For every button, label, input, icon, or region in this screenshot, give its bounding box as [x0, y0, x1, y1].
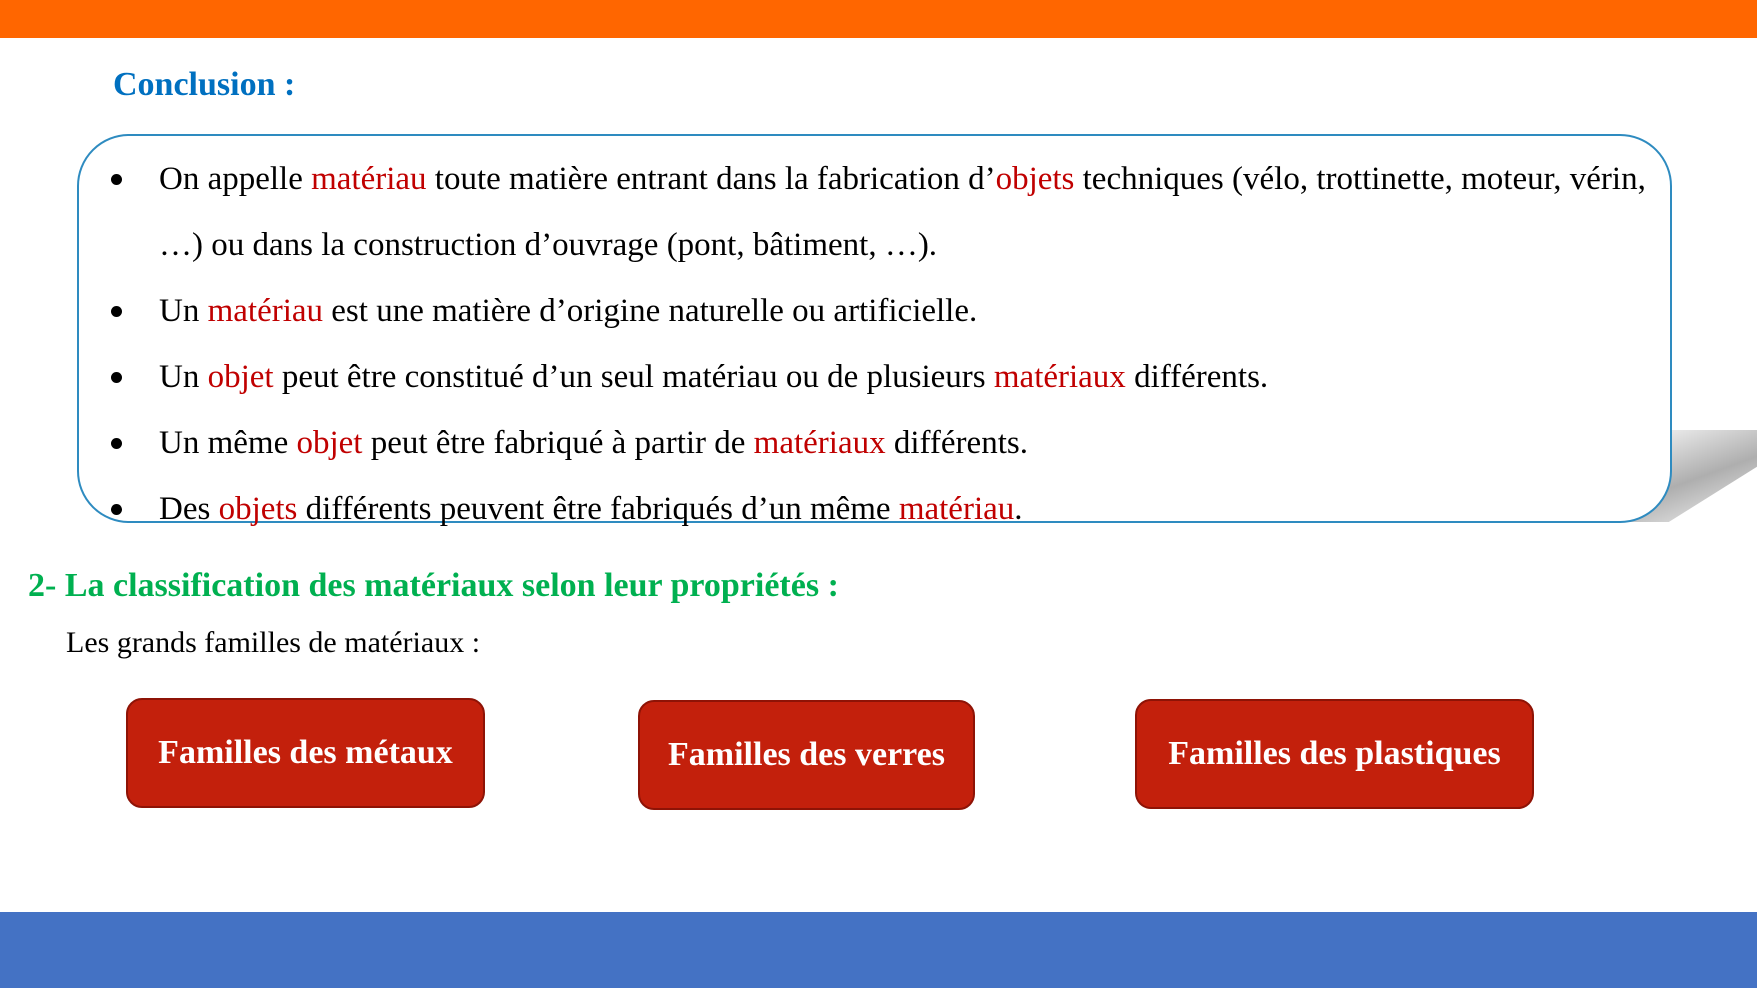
bottom-color-bar	[0, 912, 1757, 988]
conclusion-bullet	[105, 410, 1665, 476]
section-title: 2- La classification des matériaux selon leur propriétés :	[28, 567, 839, 604]
bullet-text: différents.	[1125, 359, 1269, 395]
bullet-text: On appelle	[159, 161, 312, 197]
highlighted-term: matériau	[207, 293, 324, 329]
conclusion-title: Conclusion :	[113, 66, 296, 103]
bullet-text: Un	[159, 359, 208, 395]
top-color-bar	[0, 0, 1757, 38]
bullet-text: peut être constitué d’un seul matériau ou de plusieurs	[273, 359, 994, 395]
bullet-dot-icon	[111, 174, 122, 185]
bullet-text: Un	[159, 293, 208, 329]
conclusion-bullet	[105, 476, 1665, 542]
bullet-text: Des	[159, 491, 219, 527]
conclusion-bullet	[105, 146, 1665, 278]
family-metaux-button[interactable]: Familles des métaux	[126, 698, 485, 808]
bullet-text: .	[1014, 491, 1023, 527]
conclusion-bullet	[105, 278, 1665, 344]
bullet-dot-icon	[111, 372, 122, 383]
conclusion-bullet-list	[105, 146, 1665, 542]
bullet-text: Un même	[159, 425, 297, 461]
section-subtitle: Les grands familles de matériaux :	[66, 626, 481, 659]
conclusion-bullet	[105, 344, 1665, 410]
family-verres-button[interactable]: Familles des verres	[638, 700, 975, 810]
highlighted-term: objets	[218, 491, 298, 527]
highlighted-term: objet	[207, 359, 274, 395]
bullet-text: techniques (vélo, trottinette, moteur, vérin, …) ou dans la construction d’ouvrage (pont, bâtiment, …).	[159, 161, 1646, 263]
bullet-text: différents.	[885, 425, 1028, 461]
bullet-dot-icon	[111, 306, 122, 317]
highlighted-term: objet	[296, 425, 363, 461]
bullet-text: est une matière d’origine naturelle ou artificielle.	[323, 293, 978, 329]
highlighted-term: matériaux	[753, 425, 886, 461]
highlighted-term: matériau	[311, 161, 427, 197]
highlighted-term: objets	[995, 161, 1075, 197]
bullet-text: toute matière entrant dans la fabrication d’	[426, 161, 996, 197]
family-plastiques-button[interactable]: Familles des plastiques	[1135, 699, 1534, 809]
highlighted-term: matériaux	[993, 359, 1126, 395]
bullet-dot-icon	[111, 504, 122, 515]
bullet-text: différents peuvent être fabriqués d’un même	[297, 491, 899, 527]
bullet-dot-icon	[111, 438, 122, 449]
bullet-text: peut être fabriqué à partir de	[362, 425, 754, 461]
highlighted-term: matériau	[898, 491, 1015, 527]
